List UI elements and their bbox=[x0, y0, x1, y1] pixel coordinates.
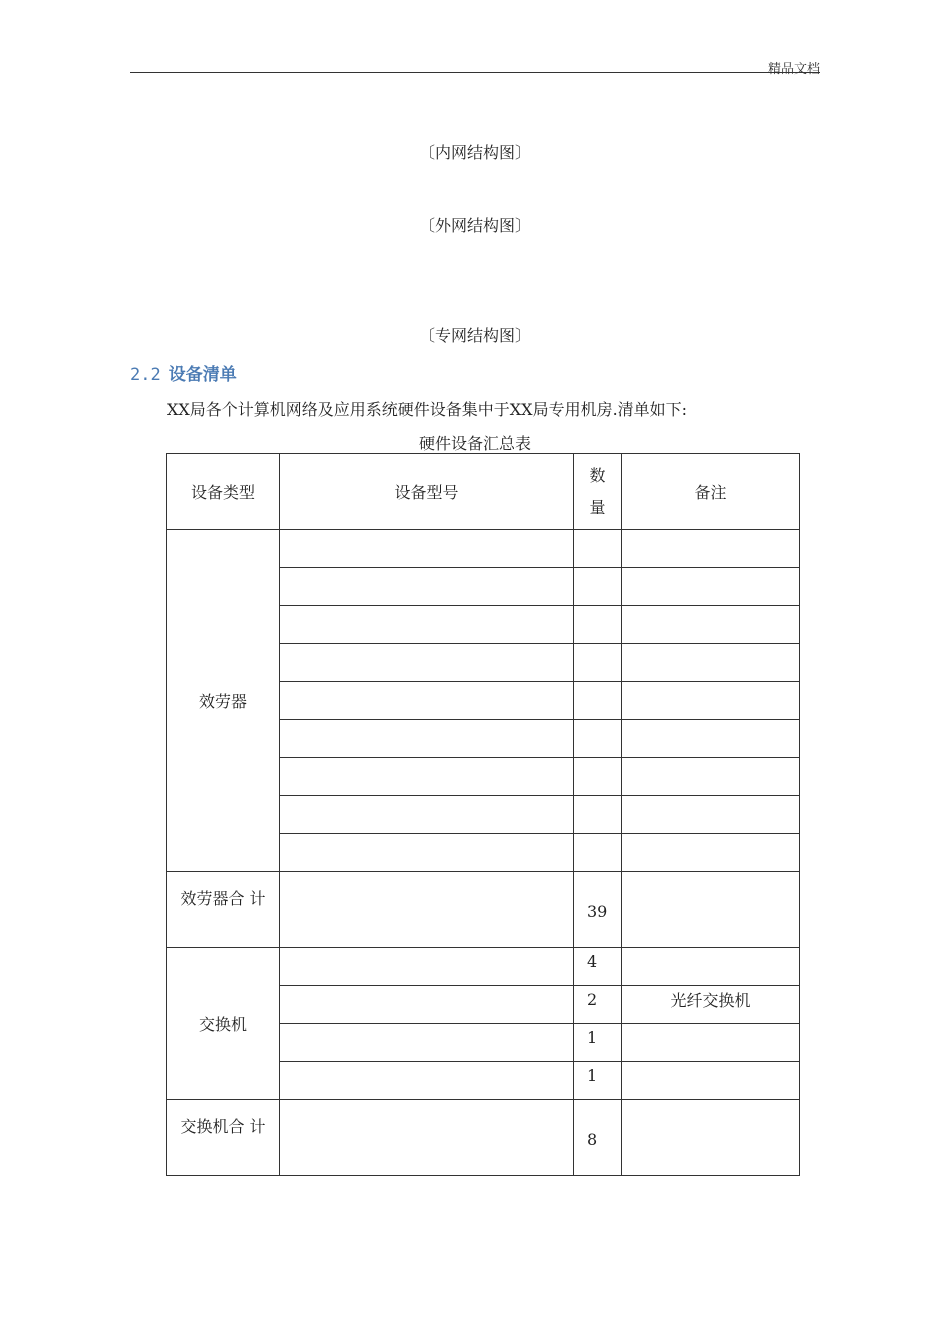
quantity-cell bbox=[574, 720, 622, 758]
note-cell bbox=[622, 1024, 800, 1062]
header-quantity-line2: 量 bbox=[589, 497, 606, 517]
note-cell bbox=[622, 1100, 800, 1176]
model-cell bbox=[280, 834, 574, 872]
model-cell bbox=[280, 758, 574, 796]
table-row bbox=[167, 948, 800, 986]
note-cell bbox=[622, 530, 800, 568]
model-cell bbox=[280, 1100, 574, 1176]
model-cell bbox=[280, 606, 574, 644]
intro-paragraph: XX局各个计算机网络及应用系统硬件设备集中于XX局专用机房.清单如下: bbox=[167, 400, 688, 419]
hardware-summary-table bbox=[166, 453, 800, 1176]
model-cell bbox=[280, 568, 574, 606]
section-title: 设备清单 bbox=[168, 365, 237, 385]
table-header-row bbox=[167, 454, 800, 530]
model-cell bbox=[280, 682, 574, 720]
model-cell bbox=[280, 530, 574, 568]
switch-category-label: 交换机 bbox=[167, 948, 280, 1100]
header-note: 备注 bbox=[622, 454, 800, 530]
note-cell: 光纤交换机 bbox=[622, 986, 800, 1024]
model-cell bbox=[280, 644, 574, 682]
table-title: 硬件设备汇总表 bbox=[418, 434, 531, 453]
caption-private-network: 〔专网结构图〕 bbox=[418, 326, 531, 345]
caption-internal-network: 〔内网结构图〕 bbox=[418, 143, 531, 162]
quantity-cell: 1 bbox=[574, 1062, 622, 1100]
note-cell bbox=[622, 720, 800, 758]
quantity-cell bbox=[574, 758, 622, 796]
quantity-cell bbox=[574, 796, 622, 834]
section-number: 2.2 bbox=[130, 365, 161, 385]
quantity-cell bbox=[574, 606, 622, 644]
server-subtotal-row bbox=[167, 872, 800, 948]
note-cell bbox=[622, 796, 800, 834]
page-header-text: 精品文档 bbox=[767, 62, 820, 77]
header-quantity-line1: 数 bbox=[589, 465, 606, 485]
server-subtotal-quantity: 39 bbox=[574, 872, 622, 948]
model-cell bbox=[280, 872, 574, 948]
model-cell bbox=[280, 948, 574, 986]
server-category-label: 效劳器 bbox=[167, 530, 280, 872]
quantity-cell: 2 bbox=[574, 986, 622, 1024]
caption-external-network: 〔外网结构图〕 bbox=[418, 216, 531, 235]
header-divider bbox=[130, 72, 820, 73]
model-cell bbox=[280, 1024, 574, 1062]
note-cell bbox=[622, 606, 800, 644]
quantity-cell bbox=[574, 568, 622, 606]
quantity-cell bbox=[574, 682, 622, 720]
note-cell bbox=[622, 948, 800, 986]
switch-subtotal-quantity: 8 bbox=[574, 1100, 622, 1176]
header-device-type: 设备类型 bbox=[167, 454, 280, 530]
header-device-model: 设备型号 bbox=[280, 454, 574, 530]
note-cell bbox=[622, 872, 800, 948]
note-cell bbox=[622, 834, 800, 872]
section-heading bbox=[130, 360, 237, 385]
note-cell bbox=[622, 1062, 800, 1100]
note-cell bbox=[622, 568, 800, 606]
model-cell bbox=[280, 986, 574, 1024]
quantity-cell: 4 bbox=[574, 948, 622, 986]
note-cell bbox=[622, 758, 800, 796]
table-row bbox=[167, 530, 800, 568]
header-quantity bbox=[574, 454, 622, 530]
note-cell bbox=[622, 682, 800, 720]
model-cell bbox=[280, 720, 574, 758]
quantity-cell bbox=[574, 530, 622, 568]
switch-subtotal-row bbox=[167, 1100, 800, 1176]
model-cell bbox=[280, 796, 574, 834]
model-cell bbox=[280, 1062, 574, 1100]
quantity-cell: 1 bbox=[574, 1024, 622, 1062]
server-subtotal-label: 效劳器合 计 bbox=[167, 872, 280, 948]
quantity-cell bbox=[574, 834, 622, 872]
note-cell bbox=[622, 644, 800, 682]
quantity-cell bbox=[574, 644, 622, 682]
switch-subtotal-label: 交换机合 计 bbox=[167, 1100, 280, 1176]
